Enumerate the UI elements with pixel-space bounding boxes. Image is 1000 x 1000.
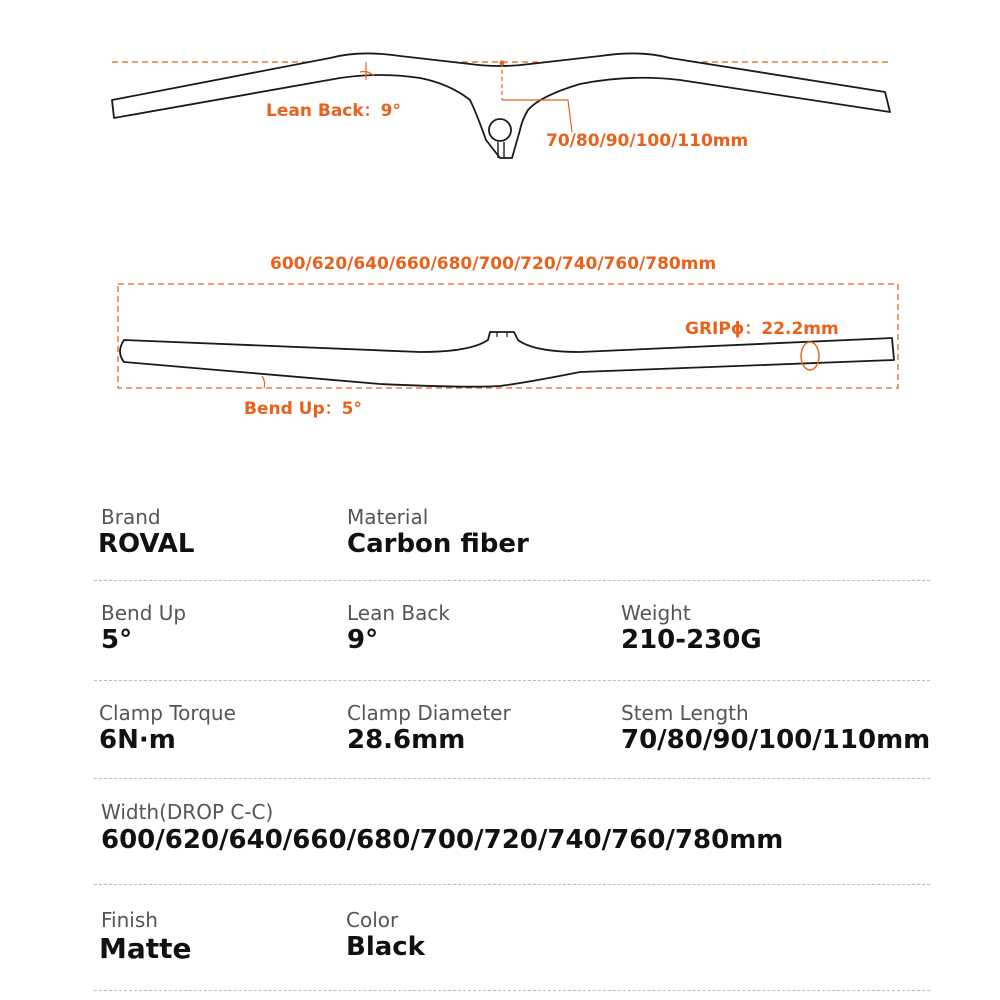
- width-spec-label: Width(DROP C-C): [101, 800, 274, 824]
- bend-up-spec-label: Bend Up: [101, 601, 187, 625]
- bend-up-label: Bend Up：5°: [244, 399, 362, 419]
- color-value: Black: [346, 932, 425, 962]
- lean-back-spec-label: Lean Back: [347, 601, 450, 625]
- lean-back-spec-value: 9°: [347, 625, 379, 655]
- row-divider: [94, 580, 930, 581]
- lean-back-label: Lean Back：9°: [266, 101, 401, 121]
- row-divider: [94, 778, 930, 779]
- clamp-diameter-label: Clamp Diameter: [347, 701, 511, 725]
- clamp-diameter-value: 28.6mm: [347, 725, 466, 755]
- material-value: Carbon fiber: [347, 529, 529, 559]
- bend-up-spec-value: 5°: [101, 625, 133, 655]
- brand-value: ROVAL: [98, 529, 195, 559]
- color-label: Color: [346, 908, 399, 932]
- finish-value: Matte: [99, 932, 192, 965]
- stem-length-label: 70/80/90/100/110mm: [546, 131, 749, 151]
- weight-label: Weight: [621, 601, 691, 625]
- brand-label: Brand: [101, 505, 161, 529]
- weight-value: 210-230G: [621, 625, 762, 655]
- width-spec-value: 600/620/640/660/680/700/720/740/760/780mm: [101, 825, 784, 855]
- row-divider: [94, 680, 930, 681]
- grip-label: GRIPϕ：22.2mm: [685, 319, 839, 339]
- material-label: Material: [347, 505, 429, 529]
- clamp-torque-label: Clamp Torque: [99, 701, 236, 725]
- stem-length-spec-label: Stem Length: [621, 701, 749, 725]
- clamp-torque-value: 6N·m: [99, 725, 176, 755]
- finish-label: Finish: [101, 908, 158, 932]
- row-divider: [94, 884, 930, 885]
- row-divider: [94, 990, 930, 991]
- stem-length-spec-value: 70/80/90/100/110mm: [621, 725, 931, 755]
- width-label: 600/620/640/660/680/700/720/740/760/780mm: [270, 254, 717, 274]
